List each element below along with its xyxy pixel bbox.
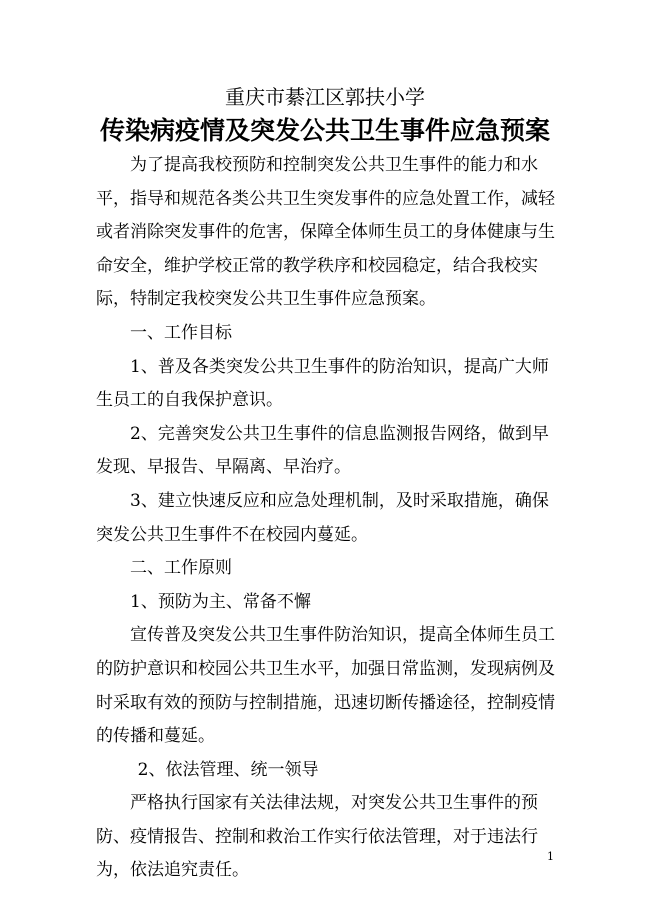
goal-item-2: 2、完善突发公共卫生事件的信息监测报告网络，做到早发现、早报告、早隔离、早治疗。 <box>96 423 549 478</box>
document-title: 传染病疫情及突发公共卫生事件应急预案 <box>99 116 550 145</box>
goal-item-3: 3、建立快速反应和应急处理机制，及时采取措施，确保突发公共卫生事件不在校园内蔓延。 <box>96 490 549 545</box>
section-heading-goals: 一、工作目标 <box>130 322 232 343</box>
document-body <box>96 149 558 888</box>
page-number: 1 <box>547 850 554 863</box>
principle-heading-1: 1、预防为主、常备不懈 <box>130 591 311 612</box>
principle-paragraph-1: 宣传普及突发公共卫生事件防治知识，提高全体师生员工的防护意识和校园公共卫生水平，加强日常监测，发现病例及时采取有效的预防与控制措施，迅速切断传播途径，控制疫情的传播和蔓延。 <box>96 625 555 747</box>
goal-item-1: 1、普及各类突发公共卫生事件的防治知识，提高广大师生员工的自我保护意识。 <box>96 356 549 411</box>
intro-paragraph: 为了提高我校预防和控制突发公共卫生事件的能力和水平，指导和规范各类公共卫生突发事件的应急处置工作，减轻或者消除突发事件的危害，保障全体师生员工的身体健康与生命安全，维护学校正常的教学秩序和校园稳定，结合我校实际，特制定我校突发公共卫生事件应急预案。 <box>96 155 555 310</box>
section-heading-principles: 二、工作原则 <box>130 558 232 579</box>
principle-paragraph-2: 严格执行国家有关法律法规，对突发公共卫生事件的预防、疫情报告、控制和救治工作实行依法管理，对于违法行为，依法追究责任。 <box>96 793 538 881</box>
principle-heading-2: 2、依法管理、统一领导 <box>137 759 319 780</box>
school-name: 重庆市綦江区郭扶小学 <box>225 85 425 109</box>
